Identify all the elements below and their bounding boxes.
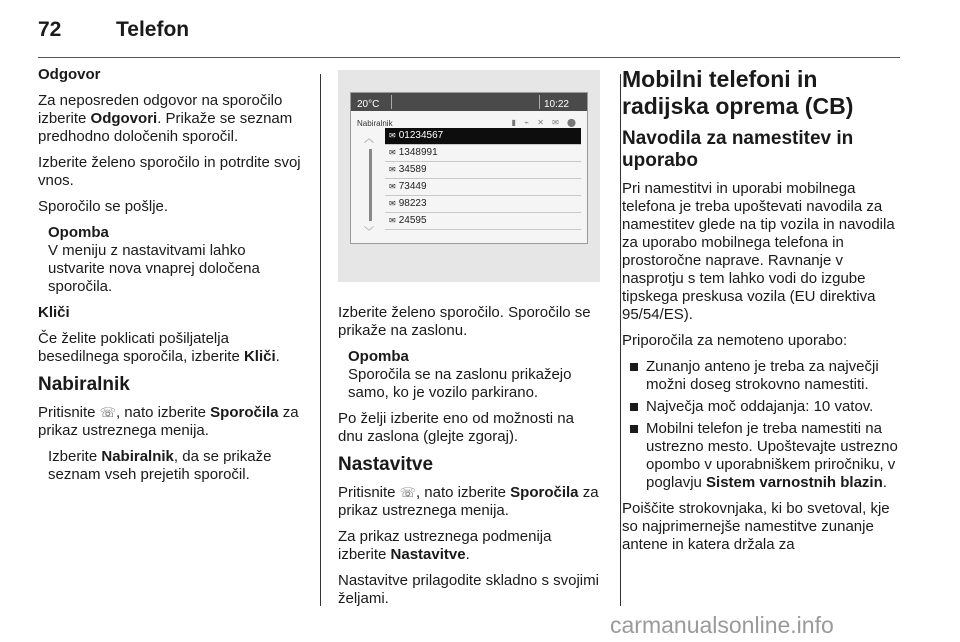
text-run: za prikaz ustreznega menija.: [38, 404, 299, 439]
odgovor-paragraph-1: [38, 92, 306, 146]
odgovor-paragraph-3: Sporočilo se pošlje.: [38, 198, 169, 215]
col3-paragraph-2: Priporočila za nemoteno uporabo:: [622, 332, 848, 349]
sub-heading: Navodila za namestitev in uporabo: [622, 128, 854, 171]
envelope-icon: ✉: [389, 199, 396, 208]
inbox-item-number: 34589: [398, 164, 427, 175]
envelope-icon: ✉: [389, 131, 396, 140]
screen-temperature: 20°C: [357, 99, 380, 110]
col3-paragraph-1: Pri namestitvi in uporabi mobilnega telefona je treba upoštevati navodila za namestitev glede na tip vozila in navodila za uporabo mobilnega telefona in prostoročne naprave. Ravnanje v nasprotju s tem lahko vodi do izgube tipskega preskusa vozila (EU direktiva 95/54/ES).: [622, 180, 895, 323]
scrollbar-icon: [369, 149, 372, 221]
nabiralnik-paragraph-1: [38, 404, 306, 440]
scroll-up-icon: ︿: [364, 134, 374, 145]
list-item: [622, 358, 904, 394]
inbox-item-number: 24595: [398, 215, 427, 226]
text-run: Izberite: [48, 448, 102, 465]
text-run: .: [882, 474, 887, 491]
main-heading: Mobilni telefoni in radijska oprema (CB): [622, 66, 854, 119]
text-run: , nato izberite: [115, 404, 211, 421]
col2-paragraph-2: Po želji izberite eno od možnosti na dnu zaslona (glejte zgoraj).: [338, 410, 574, 445]
column-3: [622, 66, 904, 562]
text-run: , da se prikaže seznam vseh prejetih sporočil.: [48, 448, 272, 483]
nabiralnik-term: Nabiralnik: [101, 448, 174, 465]
text-run: , nato izberite: [415, 484, 511, 501]
inbox-list-item: [385, 213, 581, 230]
envelope-icon: ✉: [389, 216, 396, 225]
nastavitve-paragraph-2: [338, 528, 600, 564]
sistem-term: Sistem varnostnih blazin: [706, 474, 883, 491]
screen-display: [350, 92, 588, 244]
text-run: Pritisnite: [38, 404, 100, 421]
nastavitve-term: Nastavitve: [390, 546, 466, 563]
inbox-list: [385, 128, 581, 230]
note-box-1: [38, 224, 306, 296]
envelope-icon: ✉: [389, 148, 396, 157]
inbox-list-item: [385, 128, 581, 145]
column-1: [38, 66, 306, 492]
inbox-list-item: [385, 196, 581, 213]
scroll-down-icon: ﹀: [364, 227, 374, 238]
recommendations-list: [622, 358, 904, 492]
odgovor-heading: Odgovor: [38, 66, 101, 83]
inbox-list-item: [385, 179, 581, 196]
status-separator: [539, 95, 540, 109]
nabiralnik-heading: Nabiralnik: [38, 374, 130, 395]
note-title: Opomba: [48, 224, 109, 241]
klici-heading: Kliči: [38, 304, 70, 321]
klici-term: Kliči: [243, 348, 276, 365]
watermark: carmanualsonline.info: [610, 612, 834, 638]
phone-menu-icon: ☏: [399, 485, 416, 500]
text-run: Pritisnite: [338, 484, 400, 501]
bullet-square-icon: [630, 363, 638, 371]
text-run: za prikaz ustreznega menija.: [338, 484, 599, 519]
list-item-text: Mobilni telefon je treba namestiti na ustrezno mesto. Upoštevajte ustrezno opombo v uporabniškem priročniku, v poglavju: [646, 420, 898, 491]
odgovor-paragraph-2: Izberite želeno sporočilo in potrdite svoj vnos.: [38, 154, 301, 189]
nastavitve-paragraph-1: [338, 484, 600, 520]
column-2: [338, 66, 600, 616]
sporocila-term: Sporočila: [510, 484, 579, 501]
screen-status-bar: [351, 93, 587, 111]
inbox-item-number: 98223: [398, 198, 427, 209]
note-text: Sporočila se na zaslonu prikažejo samo, ko je vozilo parkirano.: [348, 366, 572, 401]
envelope-icon: ✉: [389, 182, 396, 191]
phone-menu-icon: ☏: [99, 405, 116, 420]
infotainment-screen-image: [338, 70, 600, 282]
text-run: Za neposreden odgovor na sporočilo izberite: [38, 92, 283, 127]
status-separator: [391, 95, 392, 109]
inbox-item-number: 1348991: [398, 147, 438, 158]
bullet-square-icon: [630, 403, 638, 411]
text-run: . Prikaže se seznam predhodno določenih sporočil.: [38, 110, 293, 145]
inbox-list-item: [385, 162, 581, 179]
list-item-text: Zunanjo anteno je treba za največji možni doseg strokovno namestiti.: [646, 358, 879, 393]
note-text: V meniju z nastavitvami lahko ustvarite nova vnaprej določena sporočila.: [48, 242, 260, 295]
note-box-2: [338, 348, 600, 402]
column-divider-1: [320, 74, 321, 606]
sporocila-term: Sporočila: [210, 404, 279, 421]
screen-title: Nabiralnik: [357, 119, 393, 128]
bullet-square-icon: [630, 425, 638, 433]
klici-paragraph: [38, 330, 306, 366]
col2-paragraph-1: Izberite želeno sporočilo. Sporočilo se prikaže na zaslonu.: [338, 304, 591, 339]
col3-paragraph-3: Poiščite strokovnjaka, ki bo svetoval, kje so najprimernejše namestitve zunanje antene in katera držala za: [622, 500, 890, 553]
page-number: 72: [38, 18, 62, 41]
nabiralnik-paragraph-2: [38, 448, 306, 484]
inbox-item-number: 01234567: [398, 130, 444, 141]
screen-time: 10:22: [543, 99, 569, 110]
page-header: [38, 18, 900, 48]
list-item: [622, 420, 904, 492]
list-item-text: Največja moč oddajanja: 10 vatov.: [646, 398, 874, 415]
note-title: Opomba: [348, 348, 409, 365]
inbox-list-item: [385, 145, 581, 162]
section-title: Telefon: [116, 18, 190, 41]
envelope-icon: ✉: [389, 165, 396, 174]
text-run: Za prikaz ustreznega podmenija izberite: [338, 528, 552, 563]
nastavitve-heading: Nastavitve: [338, 454, 434, 475]
text-run: .: [275, 348, 280, 365]
nastavitve-paragraph-3: Nastavitve prilagodite skladno s svojimi željami.: [338, 572, 599, 607]
list-item: [622, 398, 904, 416]
odgovori-term: Odgovori: [90, 110, 158, 127]
inbox-item-number: 73449: [398, 181, 427, 192]
column-divider-2: [620, 74, 621, 606]
header-rule: [38, 57, 900, 58]
text-run: Če želite poklicati pošiljatelja besedilnega sporočila, izberite: [38, 330, 244, 365]
text-run: .: [465, 546, 470, 563]
screen-status-icons: ▮ ⌁ ✕ ✉ ⬤: [511, 118, 579, 127]
